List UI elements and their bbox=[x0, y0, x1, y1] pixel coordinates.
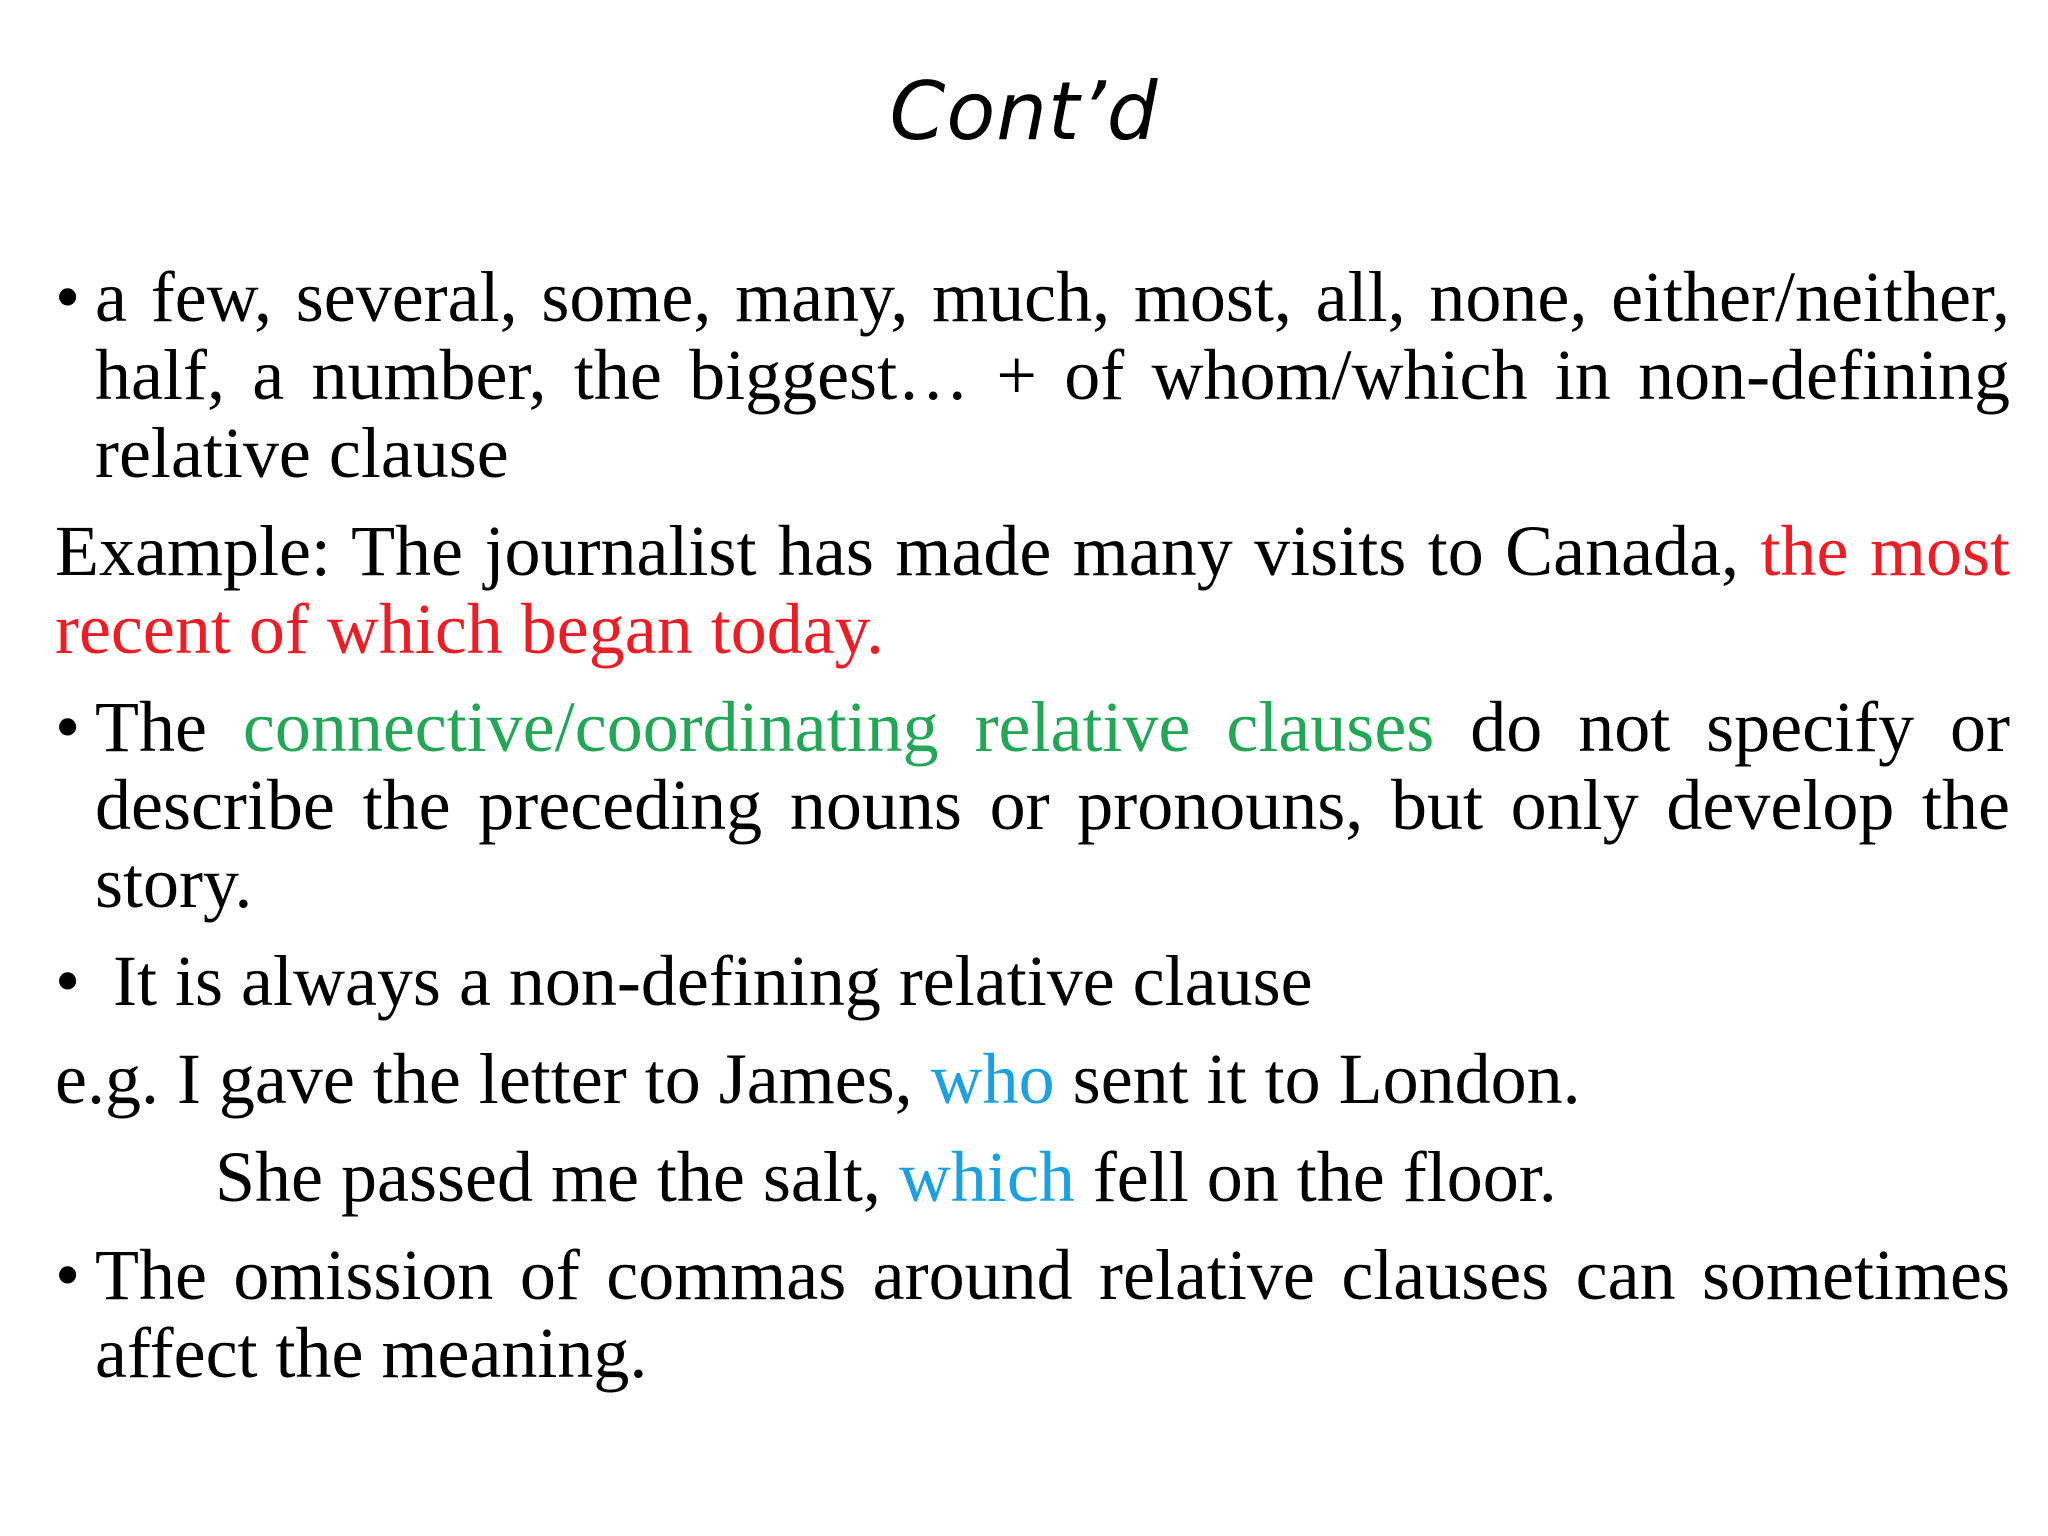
example-prefix: She passed me the salt, bbox=[215, 1137, 899, 1217]
example-text: Example: The journalist has made many visits to Canada, bbox=[55, 511, 1761, 591]
bullet-text-suffix: do not specify or describe the preceding nouns or pronouns, but only develop the story. bbox=[95, 687, 2011, 923]
slide-title: Cont’d bbox=[889, 65, 1159, 158]
bullet-item-quantifiers bbox=[55, 258, 2010, 492]
example-line-1 bbox=[55, 1040, 2010, 1118]
bullet-item-connective bbox=[55, 688, 2010, 922]
bullet-icon: • bbox=[55, 687, 81, 767]
example-highlight: which bbox=[898, 1137, 1075, 1217]
bullet-icon: • bbox=[55, 941, 81, 1021]
example-highlight: the most recent of which began today. bbox=[55, 511, 2010, 669]
bullet-text: It is always a non-defining relative clause bbox=[113, 941, 1313, 1021]
bullet-text: The omission of commas around relative clauses can sometimes affect the meaning. bbox=[95, 1235, 2010, 1393]
bullet-icon: • bbox=[55, 1235, 81, 1315]
bullet-icon: • bbox=[55, 257, 81, 337]
bullet-text-highlight: connective/coordinating relative clauses bbox=[242, 687, 1435, 767]
bullet-item-non-defining bbox=[55, 942, 2010, 1020]
example-prefix: e.g. I gave the letter to James, bbox=[55, 1039, 931, 1119]
example-highlight: who bbox=[930, 1039, 1055, 1119]
bullet-text-prefix: The bbox=[95, 687, 243, 767]
example-suffix: sent it to London. bbox=[1054, 1039, 1581, 1119]
slide-content bbox=[55, 258, 2010, 1392]
example-paragraph bbox=[55, 512, 2010, 668]
example-line-2 bbox=[55, 1138, 2010, 1216]
bullet-text: a few, several, some, many, much, most, all, none, either/neither, half, a number, the biggest… + of whom/which in non-defining relative clause bbox=[95, 257, 2010, 493]
bullet-item-commas bbox=[55, 1236, 2010, 1392]
example-suffix: fell on the floor. bbox=[1074, 1137, 1557, 1217]
